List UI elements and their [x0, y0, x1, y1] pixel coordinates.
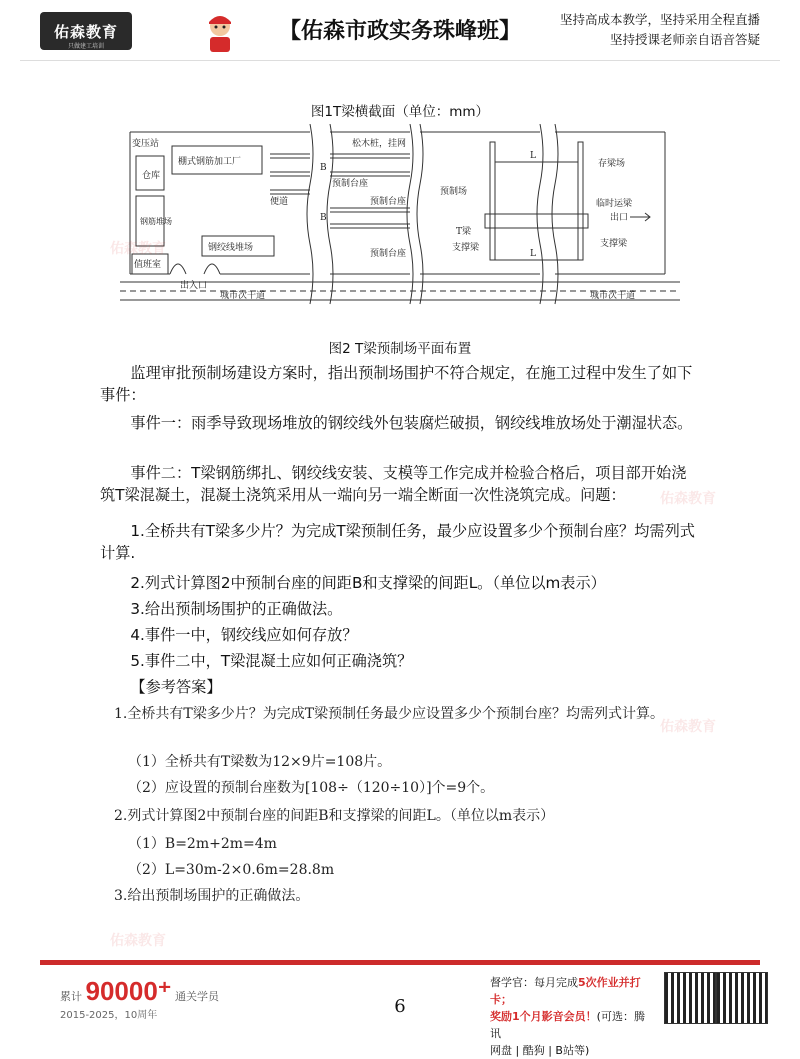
footer-promo — [490, 974, 655, 1059]
figure2-caption: 图2 T梁预制场平面布置 — [328, 341, 472, 357]
label-pedestal-top: 预制台座 — [332, 179, 369, 189]
answer-1-question: 1.全桥共有T梁多少片？为完成T梁预制任务最少应设置多少个预制台座？均需列式计算。 — [114, 706, 665, 722]
label-entrance: 出入口 — [180, 281, 208, 291]
label-dim-b-top: B — [320, 163, 327, 173]
event2-paragraph: 事件二：T梁钢筋绑扎、钢绞线安装、支模等工作完成并检验合格后，项目部开始浇筑T梁混凝土，混凝土浇筑采用从一端向另一端全断面一次性浇筑完成。问题： — [100, 464, 687, 504]
support-beam-rect — [485, 214, 588, 228]
label-dim-b-mid: B — [320, 213, 327, 223]
brand-logo — [40, 12, 132, 50]
label-storage: 存梁场 — [598, 159, 626, 169]
header-slogan — [560, 10, 760, 50]
watermark: 佑森教育 — [660, 719, 716, 735]
promo-highlight-1: 5次作业并打卡； — [490, 976, 641, 1006]
qr-code-icon[interactable] — [664, 972, 716, 1024]
footer-accent-bar — [40, 960, 760, 965]
storage-beam-right — [578, 142, 583, 260]
label-temp-transport: 临时运梁 — [596, 199, 633, 209]
label-strand-yard: 钢绞线堆场 — [208, 243, 254, 253]
slogan-line-2: 坚持授课老师亲自语音答疑 — [609, 32, 760, 47]
question-5: 5.事件二中，T梁混凝土应如何正确浇筑？ — [130, 652, 413, 670]
break-mark-2 — [407, 124, 423, 304]
figure1-caption: 图1T梁横截面（单位：mm） — [310, 104, 490, 120]
entrance-gate — [170, 264, 220, 274]
label-support-beam-right: 支撑梁 — [600, 239, 628, 249]
watermark: 佑森教育 — [110, 933, 166, 949]
answer-3-question: 3.给出预制场围护的正确做法。 — [114, 888, 310, 904]
watermark: 佑森教育 — [660, 491, 716, 507]
label-exit: 出口 — [610, 213, 629, 223]
dimension-lines — [495, 162, 578, 260]
label-road-left: 城市次干道 — [220, 291, 266, 301]
event1-paragraph: 事件一：雨季导致现场堆放的钢绞线外包装腐烂破损，钢绞线堆放场处于潮湿状态。 — [130, 414, 693, 432]
logo-subtitle: 只做建工培训 — [67, 43, 104, 50]
question-4: 4.事件一中，钢绞线应如何存放？ — [130, 626, 358, 644]
label-precast-field: 预制场 — [440, 187, 468, 197]
page-number: 6 — [394, 996, 406, 1017]
label-guard-room: 值班室 — [134, 260, 162, 270]
answers-heading: 【参考答案】 — [130, 678, 222, 696]
label-substation: 变压站 — [132, 139, 160, 149]
promo-highlight-2: 奖励1个月影音会员！ — [490, 1010, 597, 1023]
label-rebar-yard: 钢筋堆场 — [140, 217, 172, 226]
pedestal-lines — [270, 154, 410, 228]
footer-years: 2015-2025，10周年 — [60, 1010, 158, 1021]
label-fence: 松木桩，挂网 — [352, 139, 407, 149]
mascot-icon — [198, 10, 242, 54]
label-dim-l-bottom: L — [530, 249, 536, 259]
watermark: 佑森教育 — [110, 241, 166, 257]
header-divider — [20, 60, 780, 61]
answer-2-question: 2.列式计算图2中预制台座的间距B和支撑梁的间距L。（单位以m表示） — [114, 808, 555, 824]
header-title: 【佑森市政实务珠峰班】 — [278, 19, 521, 44]
stat-number: 90000⁺ — [85, 976, 172, 1006]
label-pedestal-mid: 预制台座 — [370, 197, 407, 207]
label-road: 便道 — [270, 197, 289, 207]
question-2: 2.列式计算图2中预制台座的间距B和支撑梁的间距L。（单位以m表示） — [130, 574, 606, 592]
promo-text-1: 督学官：每月完成 — [490, 976, 578, 989]
promo-text-3: 网盘 | 酷狗 | B站等) — [490, 1044, 590, 1057]
label-warehouse: 仓库 — [142, 171, 161, 181]
logo-text: 佑森教育 — [53, 22, 118, 41]
stat-suffix: 通关学员 — [175, 990, 220, 1003]
stat-prefix: 累计 — [60, 990, 82, 1003]
intro-paragraph: 监理审批预制场建设方案时，指出预制场围护不符合规定，在施工过程中发生了如下事件： — [100, 364, 693, 404]
label-steel-shed: 棚式钢筋加工厂 — [178, 157, 242, 167]
answer-1-part-1: （1）全桥共有T梁数为12×9片=108片。 — [128, 754, 392, 770]
label-support-beam-left: 支撑梁 — [452, 243, 480, 253]
label-pedestal-bottom: 预制台座 — [370, 249, 407, 259]
slogan-line-1: 坚持高成本教学，坚持采用全程直播 — [559, 12, 760, 27]
answer-2-part-1: （1）B=2m+2m=4m — [128, 836, 277, 852]
question-1: 1.全桥共有T梁多少片？为完成T梁预制任务，最少应设置多少个预制台座？均需列式计算. — [100, 522, 695, 562]
answer-2-part-2: （2）L=30m-2×0.6m=28.8m — [128, 862, 335, 878]
answer-1-part-2: （2）应设置的预制台座数为[108÷（120÷10）]个=9个。 — [128, 780, 495, 796]
footer-stat — [60, 976, 219, 1007]
label-road-right: 城市次干道 — [590, 291, 636, 301]
qr-code-icon[interactable] — [716, 972, 768, 1024]
promo-text-2: (可选：腾讯 — [490, 1010, 645, 1040]
precast-yard-diagram — [120, 124, 680, 324]
label-t-beam: T梁 — [456, 227, 472, 237]
label-dim-l-top: L — [530, 151, 536, 161]
storage-beam-left — [490, 142, 495, 260]
question-3: 3.给出预制场围护的正确做法。 — [130, 600, 343, 618]
